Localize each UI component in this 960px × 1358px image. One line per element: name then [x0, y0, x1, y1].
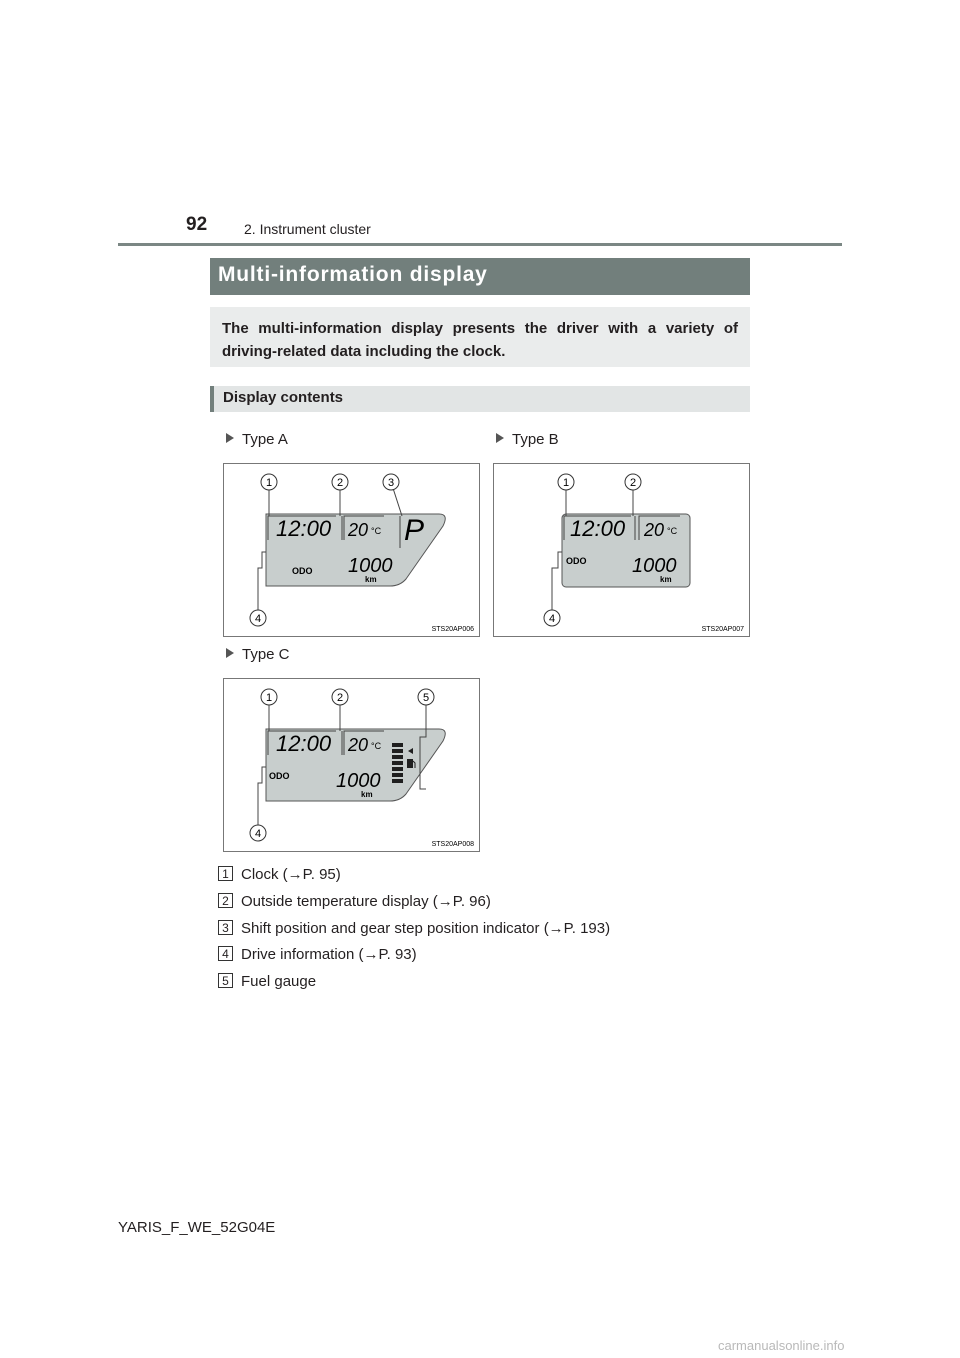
temp-readout: 20: [348, 735, 369, 755]
temp-unit: °C: [371, 741, 382, 751]
triangle-bullet-icon: [496, 433, 504, 443]
intro-box: [210, 307, 750, 367]
type-b-label: Type B: [496, 431, 559, 448]
triangle-bullet-icon: [226, 433, 234, 443]
figure-type-b: [493, 463, 750, 637]
figure-code: STS20AP006: [431, 626, 474, 633]
temp-unit: °C: [667, 526, 678, 536]
subsection-title: Display contents: [223, 389, 344, 406]
temp-readout: 20: [348, 520, 369, 540]
callout-4: 4: [548, 613, 556, 625]
odo-label: ODO: [566, 556, 587, 566]
fuel-gauge-bars: [392, 743, 403, 783]
odo-unit: km: [361, 790, 373, 799]
odo-value: 1000: [632, 555, 677, 577]
chapter-title: 2. Instrument cluster: [244, 221, 371, 237]
callout-1: 1: [265, 477, 273, 489]
legend-item-3: 3 Shift position and gear step position indicator (→P. 193): [218, 920, 610, 937]
odo-value: 1000: [336, 770, 381, 792]
figure-code: STS20AP008: [431, 841, 474, 848]
callout-1: 1: [562, 477, 570, 489]
odo-label: ODO: [292, 566, 313, 576]
triangle-bullet-icon: [226, 648, 234, 658]
figure-type-c: [223, 678, 480, 852]
clock-readout: 12:00: [276, 731, 332, 756]
callout-2: 2: [336, 692, 344, 704]
clock-readout: 12:00: [570, 516, 626, 541]
callout-1: 1: [265, 692, 273, 704]
page-number: 92: [186, 214, 208, 235]
legend-item-2: 2 Outside temperature display (→P. 96): [218, 893, 491, 910]
type-c-label: Type C: [226, 646, 290, 663]
temp-readout: 20: [644, 520, 665, 540]
figure-type-a: [223, 463, 480, 637]
callout-2: 2: [336, 477, 344, 489]
temp-unit: °C: [371, 526, 382, 536]
type-a-label: Type A: [226, 431, 288, 448]
callout-4: 4: [254, 613, 262, 625]
legend-item-4: 4 Drive information (→P. 93): [218, 946, 417, 963]
header-rule: [118, 243, 842, 246]
odo-unit: km: [365, 575, 377, 584]
callout-5: 5: [422, 692, 430, 704]
section-title-bar: [210, 258, 750, 295]
footer-doc-code: YARIS_F_WE_52G04E: [118, 1219, 276, 1236]
section-title: Multi-information display: [218, 263, 488, 286]
intro-text: The multi-information display presents the driver with a variety of driving-related data including the clock.: [222, 320, 738, 360]
figure-code: STS20AP007: [701, 626, 744, 633]
callout-4: 4: [254, 828, 262, 840]
watermark: carmanualsonline.info: [718, 1338, 845, 1353]
clock-readout: 12:00: [276, 516, 332, 541]
subsection-bar: [210, 386, 750, 412]
callout-2: 2: [629, 477, 637, 489]
gear-readout: P: [404, 514, 425, 547]
odo-value: 1000: [348, 555, 393, 577]
odo-unit: km: [660, 575, 672, 584]
legend-item-1: 1 Clock (→P. 95): [218, 866, 341, 883]
legend-item-5: 5 Fuel gauge: [218, 973, 316, 990]
odo-label: ODO: [269, 771, 290, 781]
callout-3: 3: [387, 477, 395, 489]
